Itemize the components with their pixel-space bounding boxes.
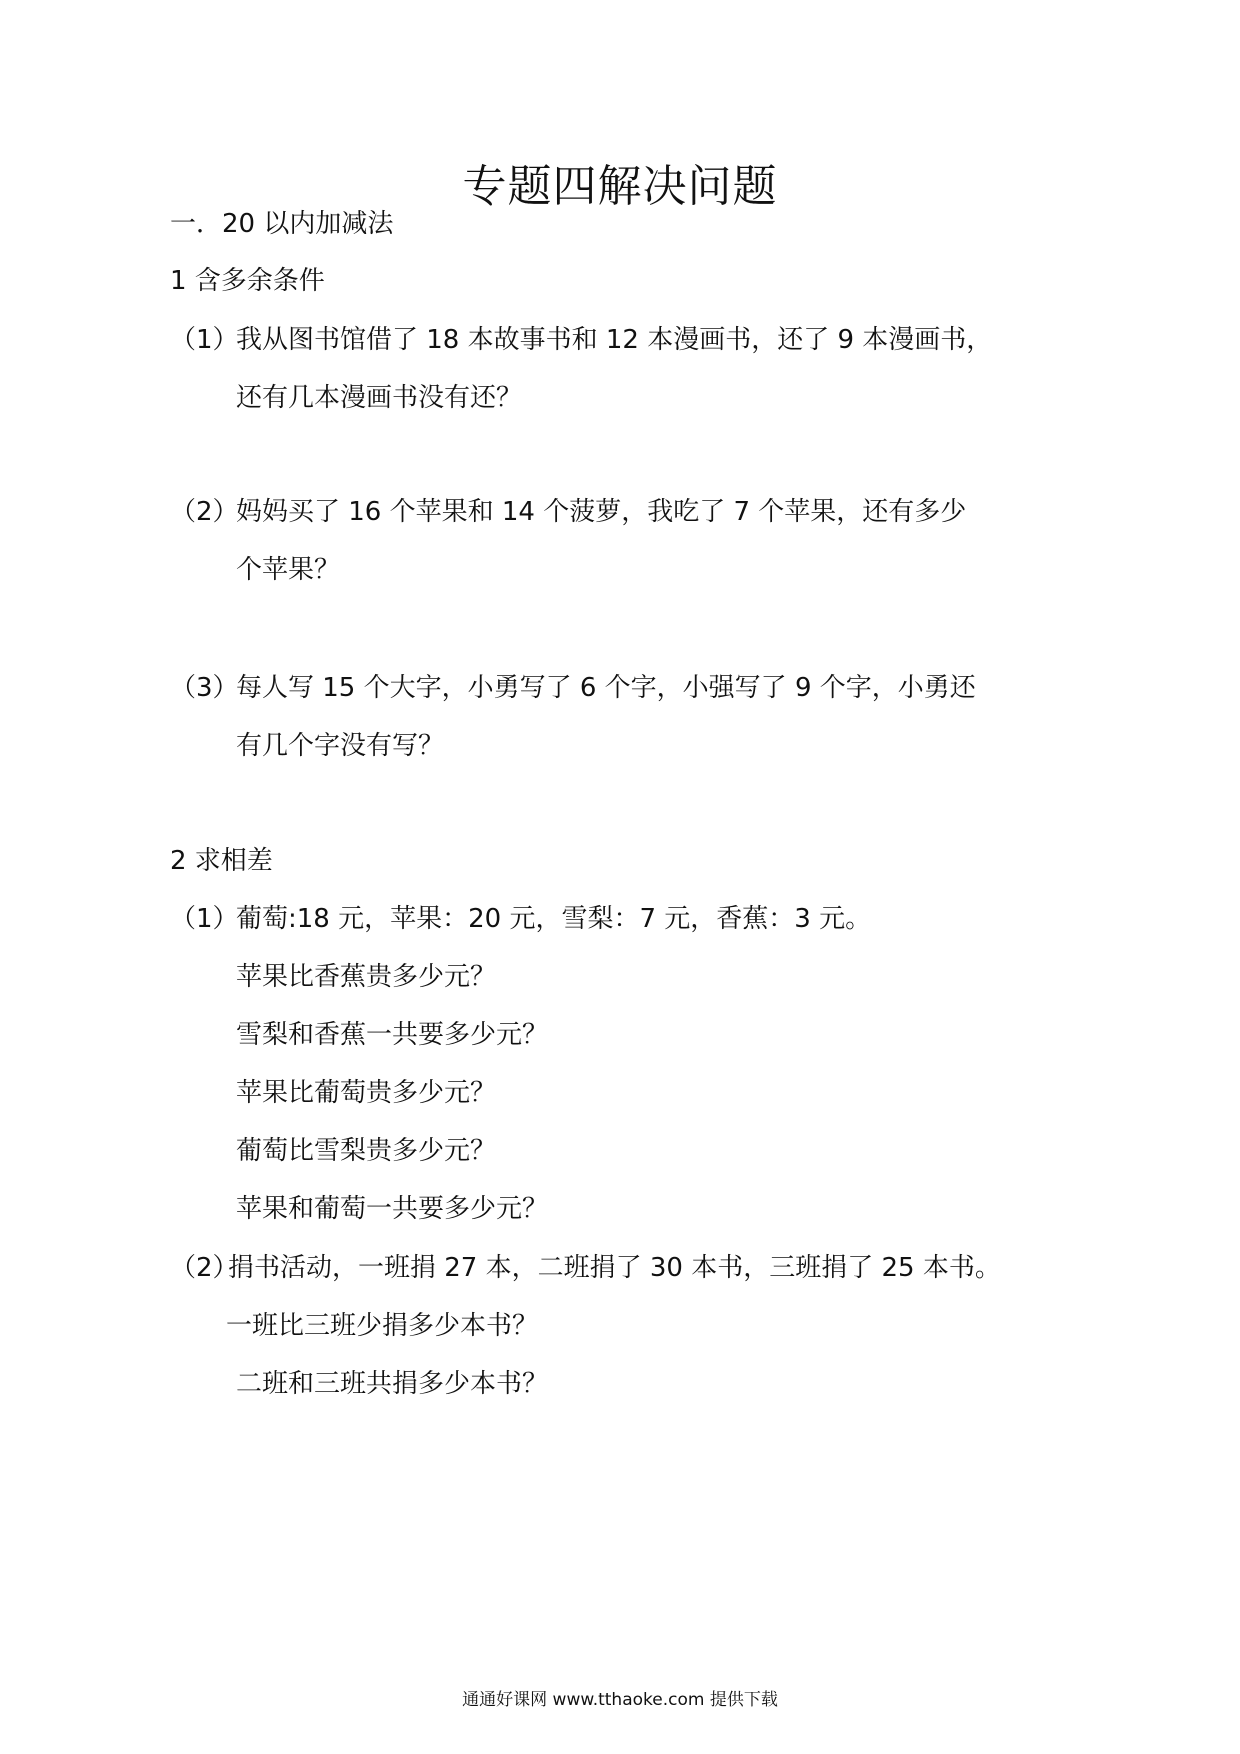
question-text: 妈妈买了 16 个苹果和 14 个菠萝，我吃了 7 个苹果，还有多少 [236,497,967,527]
question-text: 捐书活动，一班捐 27 本，二班捐了 30 本书，三班捐了 25 本书。 [228,1253,1001,1283]
sub-question: 苹果和葡萄一共要多少元？ [236,1194,549,1224]
price-list: 葡萄:18 元，苹果：20 元，雪梨：7 元，香蕉：3 元。 [236,904,872,934]
question-text: 我从图书馆借了 18 本故事书和 12 本漫画书，还了 9 本漫画书， [236,325,993,355]
subsection-heading-redundant-conditions: 1 含多余条件 [170,266,325,296]
section-heading: 一．20 以内加减法 [170,209,394,239]
subsection-heading-difference: 2 求相差 [170,846,273,876]
question-number: （2） [170,1253,239,1283]
sub-question: 葡萄比雪梨贵多少元？ [236,1136,497,1166]
question-text: 有几个字没有写？ [236,731,445,761]
question-text: 还有几本漫画书没有还？ [236,383,523,413]
question-number: （1） [170,904,239,934]
question-number: （3） [170,673,239,703]
page-footer: 通通好课网 www.tthaoke.com 提供下载 [462,1690,778,1710]
sub-question: 一班比三班少捐多少本书？ [226,1311,539,1341]
page-title: 专题四解决问题 [462,161,778,212]
question-text: 个苹果？ [236,555,341,585]
question-number: （2） [170,497,239,527]
sub-question: 苹果比香蕉贵多少元？ [236,962,497,992]
sub-question: 二班和三班共捐多少本书？ [236,1369,549,1399]
sub-question: 苹果比葡萄贵多少元？ [236,1078,497,1108]
question-number: （1） [170,325,239,355]
sub-question: 雪梨和香蕉一共要多少元？ [236,1020,549,1050]
question-text: 每人写 15 个大字，小勇写了 6 个字，小强写了 9 个字，小勇还 [236,673,976,703]
